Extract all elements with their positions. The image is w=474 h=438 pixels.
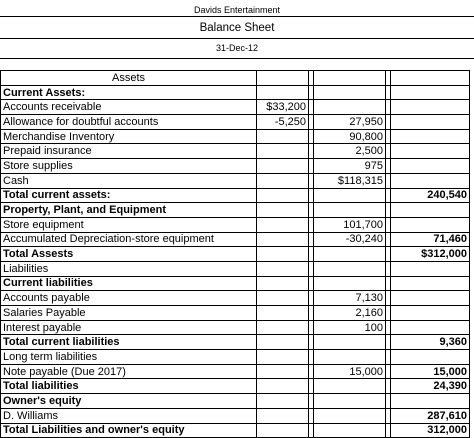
- total-cell: [391, 85, 470, 100]
- row-label: Total Liabilities and owner's equity: [1, 423, 257, 438]
- table-row: [1, 394, 470, 409]
- total-cell: [391, 276, 470, 291]
- row-label: Assets: [1, 71, 257, 86]
- total-cell: [391, 320, 470, 335]
- total-cell: 287,610: [391, 408, 470, 423]
- amount-cell: [257, 144, 309, 159]
- amount-cell: [257, 129, 309, 144]
- amount-cell: [257, 173, 309, 188]
- row-label: D. Williams: [1, 408, 257, 423]
- total-cell: [391, 100, 470, 115]
- table-row: [1, 203, 470, 218]
- header-rule: [0, 16, 474, 17]
- total-cell: 240,540: [391, 188, 470, 203]
- table-row: [1, 350, 470, 365]
- total-cell: 312,000: [391, 423, 470, 438]
- table-row: [1, 159, 470, 174]
- total-cell: [391, 350, 470, 365]
- total-cell: [391, 203, 470, 218]
- subtotal-cell: [314, 335, 386, 350]
- total-cell: [391, 173, 470, 188]
- subtotal-cell: -30,240: [314, 232, 386, 247]
- amount-cell: [257, 159, 309, 174]
- subtotal-cell: [314, 203, 386, 218]
- amount-cell: [257, 350, 309, 365]
- subtotal-cell: [314, 423, 386, 438]
- total-cell: [391, 115, 470, 130]
- amount-cell: [257, 291, 309, 306]
- total-cell: 15,000: [391, 364, 470, 379]
- row-label: Total current liabilities: [1, 335, 257, 350]
- row-label: Owner's equity: [1, 394, 257, 409]
- sheet-date: 31-Dec-12: [215, 43, 259, 53]
- header-rule: [0, 38, 474, 39]
- subtotal-cell: 7,130: [314, 291, 386, 306]
- table-row: [1, 276, 470, 291]
- total-cell: [391, 394, 470, 409]
- subtotal-cell: [314, 100, 386, 115]
- total-cell: [391, 129, 470, 144]
- total-cell: [391, 217, 470, 232]
- total-cell: [391, 71, 470, 86]
- subtotal-cell: 101,700: [314, 217, 386, 232]
- row-label: Store supplies: [1, 159, 257, 174]
- row-label: Accounts receivable: [1, 100, 257, 115]
- table-row: [1, 364, 470, 379]
- amount-cell: [257, 408, 309, 423]
- subtotal-cell: 90,800: [314, 129, 386, 144]
- table-row: [1, 232, 470, 247]
- table-row: [1, 423, 470, 438]
- sheet-title: Balance Sheet: [199, 22, 275, 34]
- row-label: Allowance for doubtful accounts: [1, 115, 257, 130]
- company-name: Davids Entertainment: [193, 5, 281, 15]
- table-row: [1, 100, 470, 115]
- row-label: Cash: [1, 173, 257, 188]
- subtotal-cell: [314, 71, 386, 86]
- row-label: Long term liabilities: [1, 350, 257, 365]
- subtotal-cell: [314, 188, 386, 203]
- subtotal-cell: 100: [314, 320, 386, 335]
- amount-cell: [257, 188, 309, 203]
- subtotal-cell: 27,950: [314, 115, 386, 130]
- total-cell: $312,000: [391, 247, 470, 262]
- amount-cell: [257, 261, 309, 276]
- table-row: [1, 217, 470, 232]
- balance-sheet-table: [0, 70, 470, 438]
- total-cell: 71,460: [391, 232, 470, 247]
- table-row: [1, 379, 470, 394]
- amount-cell: [257, 423, 309, 438]
- amount-cell: -5,250: [257, 115, 309, 130]
- subtotal-cell: [314, 379, 386, 394]
- header-rule: [0, 58, 474, 59]
- table-row: [1, 408, 470, 423]
- amount-cell: [257, 276, 309, 291]
- subtotal-cell: [314, 85, 386, 100]
- amount-cell: [257, 71, 309, 86]
- subtotal-cell: 975: [314, 159, 386, 174]
- table-row: [1, 144, 470, 159]
- amount-cell: [257, 320, 309, 335]
- row-label: Merchandise Inventory: [1, 129, 257, 144]
- row-label: Total liabilities: [1, 379, 257, 394]
- amount-cell: [257, 306, 309, 321]
- total-cell: 9,360: [391, 335, 470, 350]
- subtotal-cell: [314, 350, 386, 365]
- table-row: [1, 291, 470, 306]
- row-label: Interest payable: [1, 320, 257, 335]
- total-cell: [391, 159, 470, 174]
- table-row: [1, 306, 470, 321]
- row-label: Store equipment: [1, 217, 257, 232]
- total-cell: [391, 144, 470, 159]
- amount-cell: [257, 232, 309, 247]
- amount-cell: [257, 379, 309, 394]
- table-row: [1, 71, 470, 86]
- total-cell: [391, 306, 470, 321]
- table-row: [1, 129, 470, 144]
- amount-cell: [257, 203, 309, 218]
- amount-cell: $33,200: [257, 100, 309, 115]
- subtotal-cell: [314, 408, 386, 423]
- row-label: Current liabilities: [1, 276, 257, 291]
- table-row: [1, 173, 470, 188]
- subtotal-cell: [314, 247, 386, 262]
- subtotal-cell: [314, 261, 386, 276]
- table-row: [1, 261, 470, 276]
- table-row: [1, 335, 470, 350]
- amount-cell: [257, 335, 309, 350]
- table-row: [1, 320, 470, 335]
- row-label: Note payable (Due 2017): [1, 364, 257, 379]
- table-row: [1, 85, 470, 100]
- amount-cell: [257, 394, 309, 409]
- amount-cell: [257, 85, 309, 100]
- amount-cell: [257, 247, 309, 262]
- row-label: Accumulated Depreciation-store equipment: [1, 232, 257, 247]
- row-label: Accounts payable: [1, 291, 257, 306]
- subtotal-cell: 15,000: [314, 364, 386, 379]
- row-label: Liabilities: [1, 261, 257, 276]
- row-label: Prepaid insurance: [1, 144, 257, 159]
- table-row: [1, 188, 470, 203]
- amount-cell: [257, 364, 309, 379]
- row-label: Total Assests: [1, 247, 257, 262]
- subtotal-cell: 2,160: [314, 306, 386, 321]
- amount-cell: [257, 217, 309, 232]
- table-row: [1, 247, 470, 262]
- subtotal-cell: 2,500: [314, 144, 386, 159]
- row-label: Current Assets:: [1, 85, 257, 100]
- total-cell: [391, 261, 470, 276]
- subtotal-cell: [314, 394, 386, 409]
- table-row: [1, 115, 470, 130]
- total-cell: 24,390: [391, 379, 470, 394]
- total-cell: [391, 291, 470, 306]
- row-label: Property, Plant, and Equipment: [1, 203, 257, 218]
- row-label: Salaries Payable: [1, 306, 257, 321]
- row-label: Total current assets:: [1, 188, 257, 203]
- subtotal-cell: $118,315: [314, 173, 386, 188]
- subtotal-cell: [314, 276, 386, 291]
